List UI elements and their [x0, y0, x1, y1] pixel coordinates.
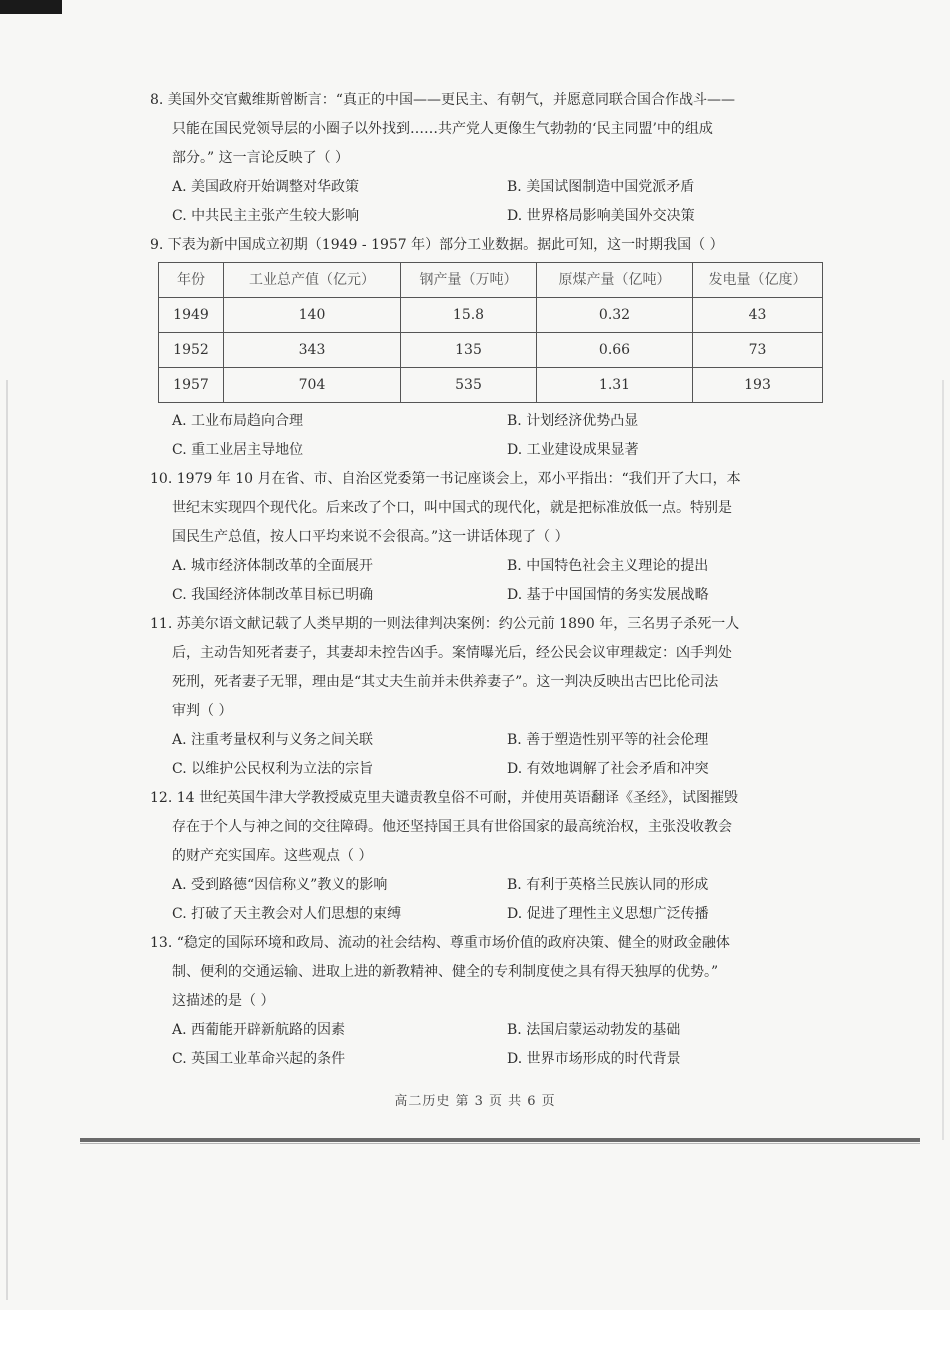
option-b: B. 法国启蒙运动勃发的基础	[507, 1022, 681, 1038]
scan-edge-shadow	[942, 380, 944, 1140]
table-row	[159, 368, 823, 403]
option-c: C. 打破了天主教会对人们思想的束缚	[172, 906, 402, 922]
table-cell: 140	[224, 298, 401, 333]
question-8-line: 部分。” 这一言论反映了（ ）	[172, 150, 350, 166]
question-8	[150, 86, 840, 231]
option-b: B. 计划经济优势凸显	[507, 413, 639, 429]
question-9-options-row	[150, 436, 840, 465]
question-10-line: 10. 1979 年 10 月在省、市、自治区党委第一书记座谈会上，邓小平指出：“我们开了大口，本	[150, 471, 741, 487]
option-c: C. 中共民主主张产生较大影响	[172, 208, 360, 224]
question-11-options-row	[150, 755, 840, 784]
question-9	[150, 231, 840, 465]
question-8-line: 8. 美国外交官戴维斯曾断言：“真正的中国——更民主、有朝气，并愿意同联合国合作战斗——	[150, 92, 735, 108]
table-header-cell: 发电量（亿度）	[693, 263, 823, 298]
question-12	[150, 784, 840, 929]
question-13-options-row	[150, 1016, 840, 1045]
option-b: B. 善于塑造性别平等的社会伦理	[507, 732, 709, 748]
table-cell: 193	[693, 368, 823, 403]
table-header-cell: 钢产量（万吨）	[401, 263, 537, 298]
option-d: D. 促进了理性主义思想广泛传播	[507, 906, 709, 922]
table-row	[159, 298, 823, 333]
table-cell: 15.8	[401, 298, 537, 333]
table-cell: 0.66	[537, 333, 693, 368]
question-12-line: 12. 14 世纪英国牛津大学教授威克里夫谴责教皇俗不可耐，并使用英语翻译《圣经》，试图摧毁	[150, 790, 738, 806]
option-a: A. 受到路德“因信称义”教义的影响	[172, 877, 388, 893]
question-8-options-row	[150, 173, 840, 202]
question-12-options-row	[150, 900, 840, 929]
question-13-options-row	[150, 1045, 840, 1074]
question-10-line: 世纪末实现四个现代化。后来改了个口，叫中国式的现代化，就是把标准放低一点。特别是	[172, 500, 732, 516]
question-11-line: 11. 苏美尔语文献记载了人类早期的一则法律判决案例：约公元前 1890 年，三名男子杀死一人	[150, 616, 740, 632]
question-11	[150, 610, 840, 784]
option-d: D. 工业建设成果显著	[507, 442, 639, 458]
option-b: B. 中国特色社会主义理论的提出	[507, 558, 709, 574]
option-d: D. 有效地调解了社会矛盾和冲突	[507, 761, 709, 777]
option-c: C. 以维护公民权利为立法的宗旨	[172, 761, 374, 777]
question-10	[150, 465, 840, 610]
option-c: C. 我国经济体制改革目标已明确	[172, 587, 374, 603]
option-c: C. 重工业居主导地位	[172, 442, 304, 458]
question-8-options-row	[150, 202, 840, 231]
table-cell: 343	[224, 333, 401, 368]
table-cell: 135	[401, 333, 537, 368]
table-cell: 1949	[159, 298, 224, 333]
option-c: C. 英国工业革命兴起的条件	[172, 1051, 346, 1067]
option-a: A. 城市经济体制改革的全面展开	[172, 558, 374, 574]
exam-page-content	[150, 86, 840, 1074]
industry-data-table	[158, 262, 823, 403]
question-11-line: 审判（ ）	[172, 703, 233, 719]
option-a: A. 西葡能开辟新航路的因素	[172, 1022, 346, 1038]
question-10-options-row	[150, 552, 840, 581]
question-8-line: 只能在国民党领导层的小圈子以外找到……共产党人更像生气勃勃的‘民主同盟’中的组成	[172, 121, 713, 137]
page-footer: 高二历史 第 3 页 共 6 页	[394, 1094, 556, 1109]
question-12-line: 存在于个人与神之间的交往障碍。他还坚持国王具有世俗国家的最高统治权，主张没收教会	[172, 819, 732, 835]
option-d: D. 基于中国国情的务实发展战略	[507, 587, 709, 603]
option-a: A. 美国政府开始调整对华政策	[172, 179, 360, 195]
table-header-cell: 年份	[159, 263, 224, 298]
scan-edge-shadow	[6, 380, 8, 1300]
table-cell: 43	[693, 298, 823, 333]
option-b: B. 有利于英格兰民族认同的形成	[507, 877, 709, 893]
table-header-row	[159, 263, 823, 298]
question-11-line: 后，主动告知死者妻子，其妻却未控告凶手。案情曝光后，经公民会议审理裁定：凶手判处	[172, 645, 732, 661]
footer-rule	[80, 1138, 920, 1142]
option-d: D. 世界格局影响美国外交决策	[507, 208, 695, 224]
question-9-options-row	[150, 407, 840, 436]
question-10-line: 国民生产总值，按人口平均来说不会很高。”这一讲话体现了（ ）	[172, 529, 569, 545]
option-a: A. 注重考量权利与义务之间关联	[172, 732, 374, 748]
question-12-options-row	[150, 871, 840, 900]
question-13-line: 13. “稳定的国际环境和政局、流动的社会结构、尊重市场价值的政府决策、健全的财政金融体	[150, 935, 730, 951]
table-cell: 1.31	[537, 368, 693, 403]
question-11-options-row	[150, 726, 840, 755]
option-b: B. 美国试图制造中国党派矛盾	[507, 179, 695, 195]
question-12-line: 的财产充实国库。这些观点（ ）	[172, 848, 373, 864]
option-d: D. 世界市场形成的时代背景	[507, 1051, 681, 1067]
footer-rule-shadow	[80, 1143, 920, 1144]
table-row	[159, 333, 823, 368]
table-cell: 704	[224, 368, 401, 403]
scan-corner-mark	[0, 0, 62, 14]
table-cell: 1957	[159, 368, 224, 403]
question-10-options-row	[150, 581, 840, 610]
table-header-cell: 工业总产值（亿元）	[224, 263, 401, 298]
table-cell: 0.32	[537, 298, 693, 333]
question-13	[150, 929, 840, 1074]
question-13-line: 制、便利的交通运输、进取上进的新教精神、健全的专利制度使之具有得天独厚的优势。”	[172, 964, 719, 980]
question-11-line: 死刑，死者妻子无罪，理由是“其丈夫生前并未供养妻子”。这一判决反映出古巴比伦司法	[172, 674, 719, 690]
table-cell: 535	[401, 368, 537, 403]
table-cell: 1952	[159, 333, 224, 368]
table-cell: 73	[693, 333, 823, 368]
option-a: A. 工业布局趋向合理	[172, 413, 304, 429]
table-header-cell: 原煤产量（亿吨）	[537, 263, 693, 298]
question-13-line: 这描述的是（ ）	[172, 993, 275, 1009]
question-9-stem: 9. 下表为新中国成立初期（1949 - 1957 年）部分工业数据。据此可知，这一时期我国（ ）	[150, 237, 724, 253]
